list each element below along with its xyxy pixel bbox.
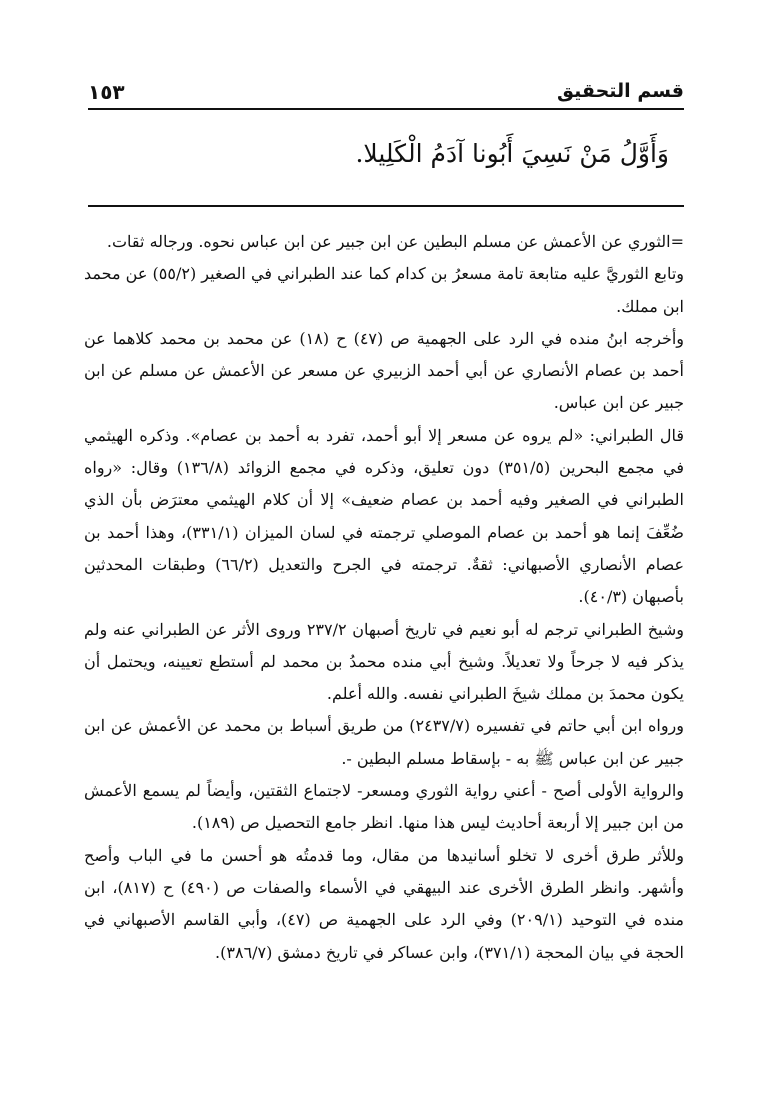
- footnote-paragraph: وأخرجه ابنُ منده في الرد على الجهمية ص (٤٧) ح (١٨) عن محمد بن محمد كلاهما عن أحمد بن عصام الأنصاري عن أبي أحمد الزبيري عن مسعر عن الأعمش عن مسلم عن ابن جبير عن ابن عباس.: [84, 328, 684, 413]
- footnote-paragraph: وتابع الثوريَّ عليه متابعة تامة مسعرُ بن كدام كما عند الطبراني في الصغير (٥٥/٢) عن محمد ابن مملك.: [84, 264, 685, 316]
- footnote-paragraph: ورواه ابن أبي حاتم في تفسيره (٢٤٣٧/٧) من طريق أسباط بن محمد عن الأعمش عن ابن جبير عن ابن عباس ﷺ به - بإسقاط مسلم البطين -.: [84, 716, 685, 768]
- section-title: قسم التحقيق: [557, 80, 684, 102]
- footnote-paragraph: وللأثر طرق أخرى لا تخلو أسانيدها من مقال، وما قدمتُه هو أحسن ما في الباب وأصح وأشهر. وانظر الطرق الأخرى عند البيهقي في الأسماء والصفات ص (٤٩٠) ح (٨١٧)، ابن منده في التوحيد (٢٠٩/١) وفي الرد على الجهمية ص (٤٧)، وأبي القاسم الأصبهاني في الحجة في بيان المحجة (٣٧١/١)، وابن عساكر في تاريخ دمشق (٣٨٦/٧).: [84, 845, 685, 962]
- footnotes: [84, 226, 684, 969]
- footnote-separator: [88, 205, 684, 207]
- footnote-paragraph: =الثوري عن الأعمش عن مسلم البطين عن ابن جبير عن ابن عباس نحوه. ورجاله ثقات.: [106, 232, 684, 251]
- page-number: ١٥٣: [88, 80, 125, 104]
- footnote-paragraph: قال الطبراني: «لم يروه عن مسعر إلا أبو أحمد، تفرد به أحمد بن عصام». وذكره الهيثمي في مجمع البحرين (٣٥١/٥) دون تعليق، وذكره في مجمع الزوائد (١٣٦/٨) وقال: «رواه الطبراني في الصغير وفيه أحمد بن عصام ضعيف» إلا أن كلام الهيثمي معترَض بأن الذي ضُعِّفَ إنما هو أحمد بن عصام الموصلي ترجمته في لسان الميزان (٣٣١/١)، وهذا أحمد بن عصام الأنصاري الأصبهاني: ثقةٌ. ترجمته في الجرح والتعديل (٦٦/٢) وطبقات المحدثين بأصبهان (٤٠/٣).: [84, 425, 685, 607]
- footnote-paragraph: والرواية الأولى أصح - أعني رواية الثوري ومسعر- لاجتماع الثقتين، وأيضاً لم يسمع الأعمش من ابن جبير إلا أربعة أحاديث ليس هذا منها. انظر جامع التحصيل ص (١٨٩).: [84, 781, 685, 833]
- page-header: [88, 78, 684, 110]
- verse-text: وَأَوَّلُ مَنْ نَسِيَ أَبُونا آدَمُ الْكَلِيلا.: [355, 139, 669, 168]
- footnote-paragraph: وشيخ الطبراني ترجم له أبو نعيم في تاريخ أصبهان ٢٣٧/٢ وروى الأثر عن الطبراني عنه ولم يذكر فيه لا جرحاً ولا تعديلاً. وشيخ أبي منده محمدُ بن محمد لم أستطع تعيينه، ويحتمل أن يكون محمدَ بن مملك شيخَ الطبراني نفسه. والله أعلم.: [84, 619, 684, 704]
